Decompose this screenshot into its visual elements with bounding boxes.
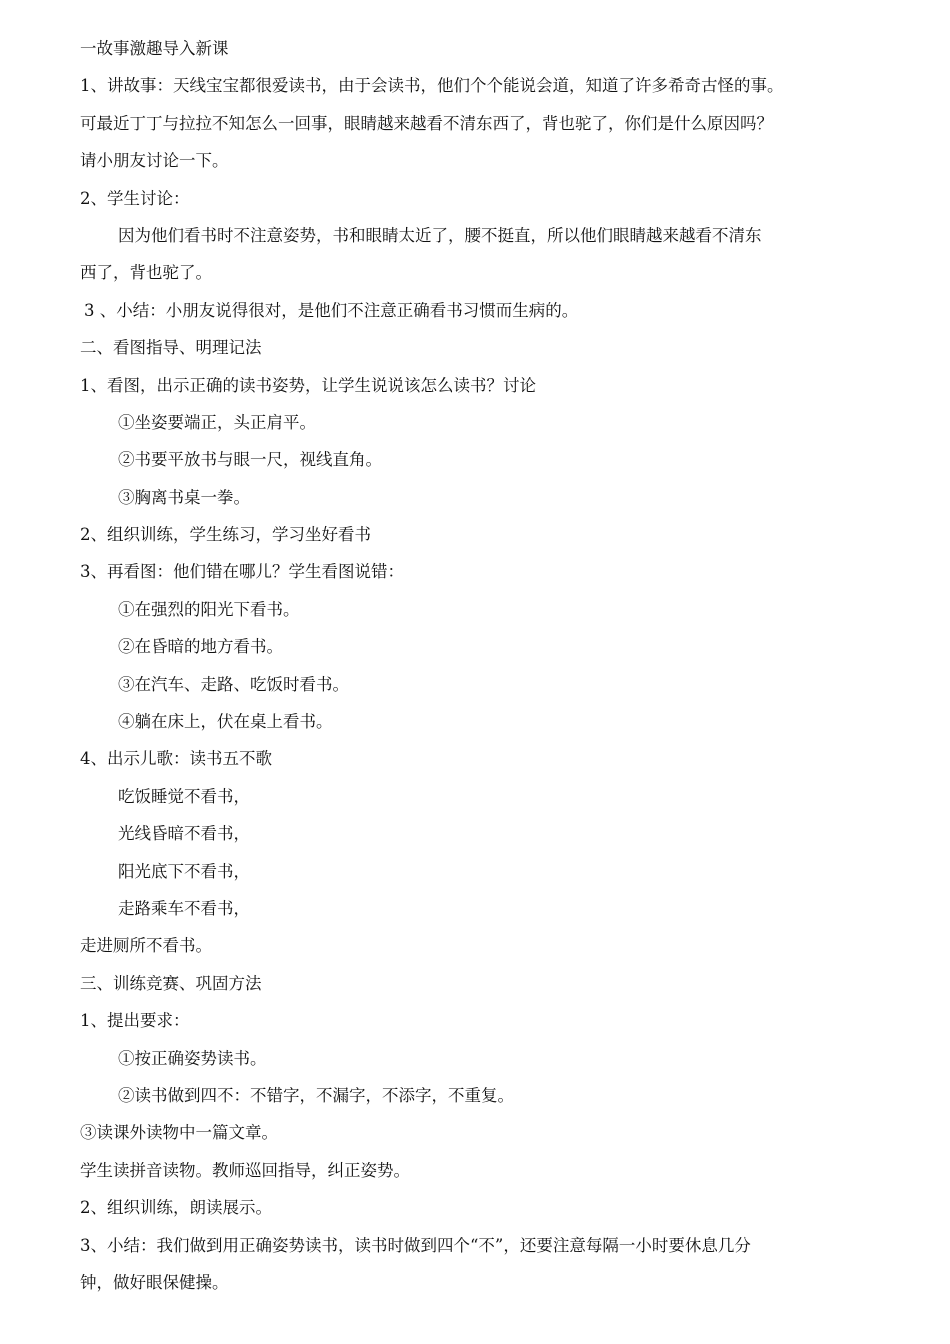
- paragraph-line: 2、组织训练，朗读展示。: [80, 1198, 272, 1218]
- heading-section-2: 二、看图指导、明理记法: [80, 338, 262, 358]
- list-item: ③胸离书桌一拳。: [118, 487, 250, 507]
- list-item: ④躺在床上，伏在桌上看书。: [118, 712, 333, 732]
- paragraph-line: 3、再看图：他们错在哪儿？学生看图说错：: [80, 562, 404, 582]
- list-item: ③读课外读物中一篇文章。: [80, 1123, 278, 1143]
- paragraph-line: 1、讲故事：天线宝宝都很爱读书，由于会读书，他们个个能说会道，知道了许多希奇古怪的事。: [80, 76, 784, 96]
- paragraph-line: 因为他们看书时不注意姿势，书和眼睛太近了，腰不挺直，所以他们眼睛越来越看不清东: [118, 225, 762, 245]
- list-item: ②书要平放书与眼一尺，视线直角。: [118, 450, 382, 470]
- paragraph-line: 请小朋友讨论一下。: [80, 151, 229, 171]
- paragraph-line: 4、出示儿歌：读书五不歌: [80, 749, 272, 769]
- list-item: ③在汽车、走路、吃饭时看书。: [118, 674, 349, 694]
- list-item: ①在强烈的阳光下看书。: [118, 599, 300, 619]
- paragraph-line: 2、学生讨论：: [80, 188, 190, 208]
- paragraph-line: 1、看图，出示正确的读书姿势，让学生说说该怎么读书？讨论: [80, 375, 536, 395]
- paragraph-line: 学生读拼音读物。教师巡回指导，纠正姿势。: [80, 1160, 410, 1180]
- poem-line: 光线昏暗不看书，: [118, 824, 250, 844]
- poem-line: 走路乘车不看书，: [118, 898, 250, 918]
- paragraph-line: 3 、小结：小朋友说得很对，是他们不注意正确看书习惯而生病的。: [84, 300, 579, 320]
- list-item: ②读书做到四不：不错字，不漏字，不添字，不重复。: [118, 1085, 514, 1105]
- poem-line: 阳光底下不看书，: [118, 861, 250, 881]
- list-item: ②在昏暗的地方看书。: [118, 637, 283, 657]
- paragraph-line: 可最近丁丁与拉拉不知怎么一回事，眼睛越来越看不清东西了，背也驼了，你们是什么原因吗？: [80, 113, 773, 133]
- heading-section-1: 一故事激趣导入新课: [80, 39, 229, 58]
- heading-section-3: 三、训练竞赛、巩固方法: [80, 973, 262, 993]
- paragraph-line: 3、小结：我们做到用正确姿势读书，读书时做到四个“不”，还要注意每隔一小时要休息几分: [80, 1235, 751, 1255]
- document-page: [80, 30, 880, 1301]
- list-item: ①按正确姿势读书。: [118, 1048, 267, 1068]
- poem-line: 吃饭睡觉不看书，: [118, 786, 250, 806]
- paragraph-line: 2、组织训练，学生练习，学习坐好看书: [80, 525, 371, 545]
- paragraph-line: 西了，背也驼了。: [80, 263, 212, 283]
- paragraph-line: 1、提出要求：: [80, 1011, 190, 1031]
- paragraph-line: 钟，做好眼保健操。: [80, 1272, 229, 1292]
- poem-line: 走进厕所不看书。: [80, 936, 212, 956]
- list-item: ①坐姿要端正，头正肩平。: [118, 412, 316, 432]
